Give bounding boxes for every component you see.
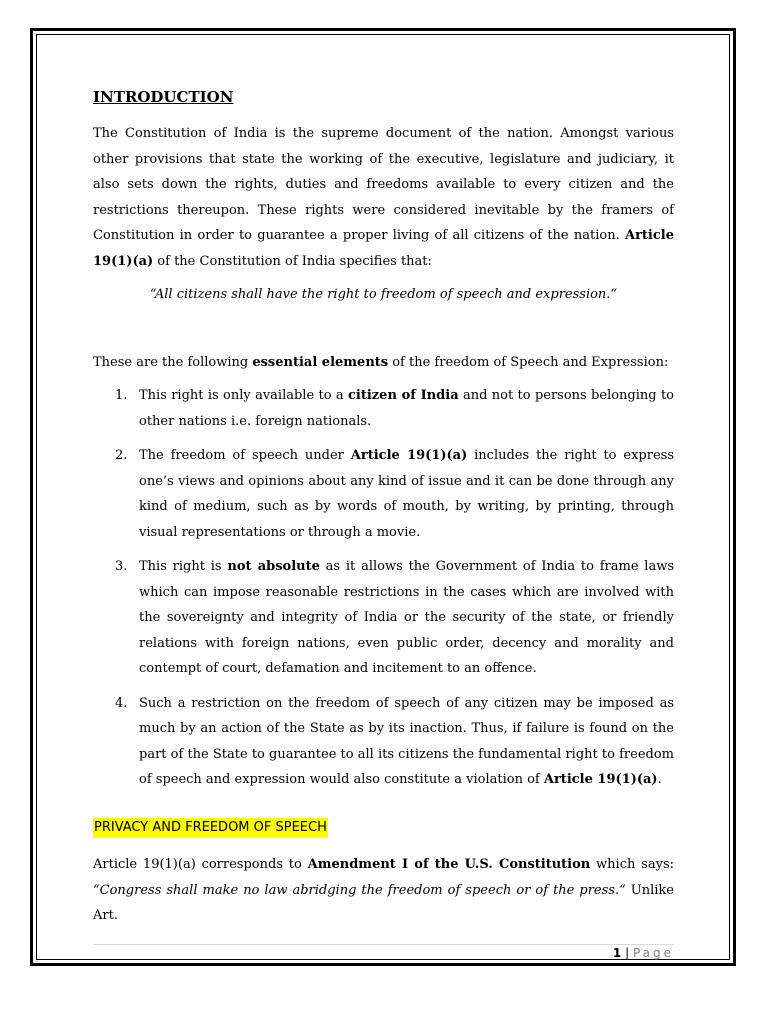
- list-number: 3.: [115, 559, 128, 574]
- section-heading-introduction: INTRODUCTION: [93, 88, 234, 106]
- page-label: Page: [632, 946, 674, 960]
- list-item: [93, 554, 674, 682]
- list-item: [93, 383, 674, 434]
- page-number: 1: [612, 946, 622, 960]
- article-quote: “All citizens shall have the right to freedom of speech and expression.“: [149, 287, 618, 302]
- privacy-bold: Amendment I of the U.S. Constitution: [307, 857, 591, 872]
- list-item: [93, 443, 674, 545]
- list-text: Such a restriction on the freedom of speech of any citizen may be imposed as much by an action of the State as by its inaction. Thus, if failure is found on the part of the State to guarantee to all its citizens the fundamental right to freedom of speech and expression would also constitute a violation of: [139, 695, 674, 787]
- spacer: [93, 308, 674, 350]
- intro-text: The Constitution of India is the supreme document of the nation. Amongst various other provisions that state the working of the executive, legislature and judiciary, it also sets down the rights, duties and freedoms available to every citizen and the restrictions thereupon. These rights were considered inevitable by the framers of Constitution in order to guarantee a proper living of all citizens of the nation.: [93, 126, 674, 243]
- intro-paragraph: [93, 121, 674, 274]
- footer-divider: [93, 944, 674, 945]
- section-heading-privacy: [93, 815, 674, 841]
- privacy-text-end: Unlike Art.: [93, 882, 675, 923]
- list-bold: Article 19(1)(a): [543, 772, 658, 787]
- page-footer: [613, 946, 674, 960]
- document-body: [93, 86, 674, 929]
- elements-lead: [93, 350, 674, 376]
- list-number: 2.: [115, 448, 128, 463]
- list-bold: citizen of India: [348, 388, 459, 403]
- list-text: This right is only available to a: [139, 388, 348, 403]
- privacy-text: Article 19(1)(a) corresponds to: [93, 857, 308, 872]
- elements-lead-text: These are the following: [93, 354, 253, 370]
- list-item: [93, 691, 674, 793]
- elements-lead-bold: essential elements: [252, 354, 389, 370]
- list-number: 4.: [115, 695, 128, 711]
- privacy-quote: “Congress shall make no law abridging the freedom of speech or of the press.“: [93, 882, 626, 898]
- list-text: .: [657, 772, 662, 787]
- list-text: as it allows the Government of India to frame laws which can impose reasonable restrictions in the cases which are involved with the sovereignty and integrity of India or the security of the state, or friendly relations with foreign nations, even public order, decency and morality and contempt of court, defamation and incitement to an offence.: [139, 559, 675, 676]
- list-bold: Article 19(1)(a): [350, 448, 468, 463]
- list-text: and not to persons belonging to other nations i.e. foreign nationals.: [139, 388, 674, 429]
- intro-text-end: of the Constitution of India specifies that:: [153, 253, 432, 269]
- article-ref: Article 19(1)(a): [93, 228, 674, 269]
- privacy-paragraph: [93, 852, 674, 929]
- list-text: This right is: [139, 559, 228, 574]
- elements-list: [93, 383, 674, 793]
- highlighted-heading: PRIVACY AND FREEDOM OF SPEECH: [93, 818, 328, 838]
- elements-lead-end: of the freedom of Speech and Expression:: [388, 354, 669, 370]
- privacy-text: which says:: [590, 857, 674, 872]
- list-text: includes the right to express one’s views and opinions about any kind of issue and it can be done through any kind of medium, such as by words of mouth, by writing, by printing, through visual representations or through a movie.: [139, 448, 675, 540]
- footer-separator: |: [621, 946, 633, 960]
- list-number: 1.: [115, 388, 128, 403]
- list-text: The freedom of speech under: [139, 448, 351, 463]
- list-bold: not absolute: [227, 559, 320, 574]
